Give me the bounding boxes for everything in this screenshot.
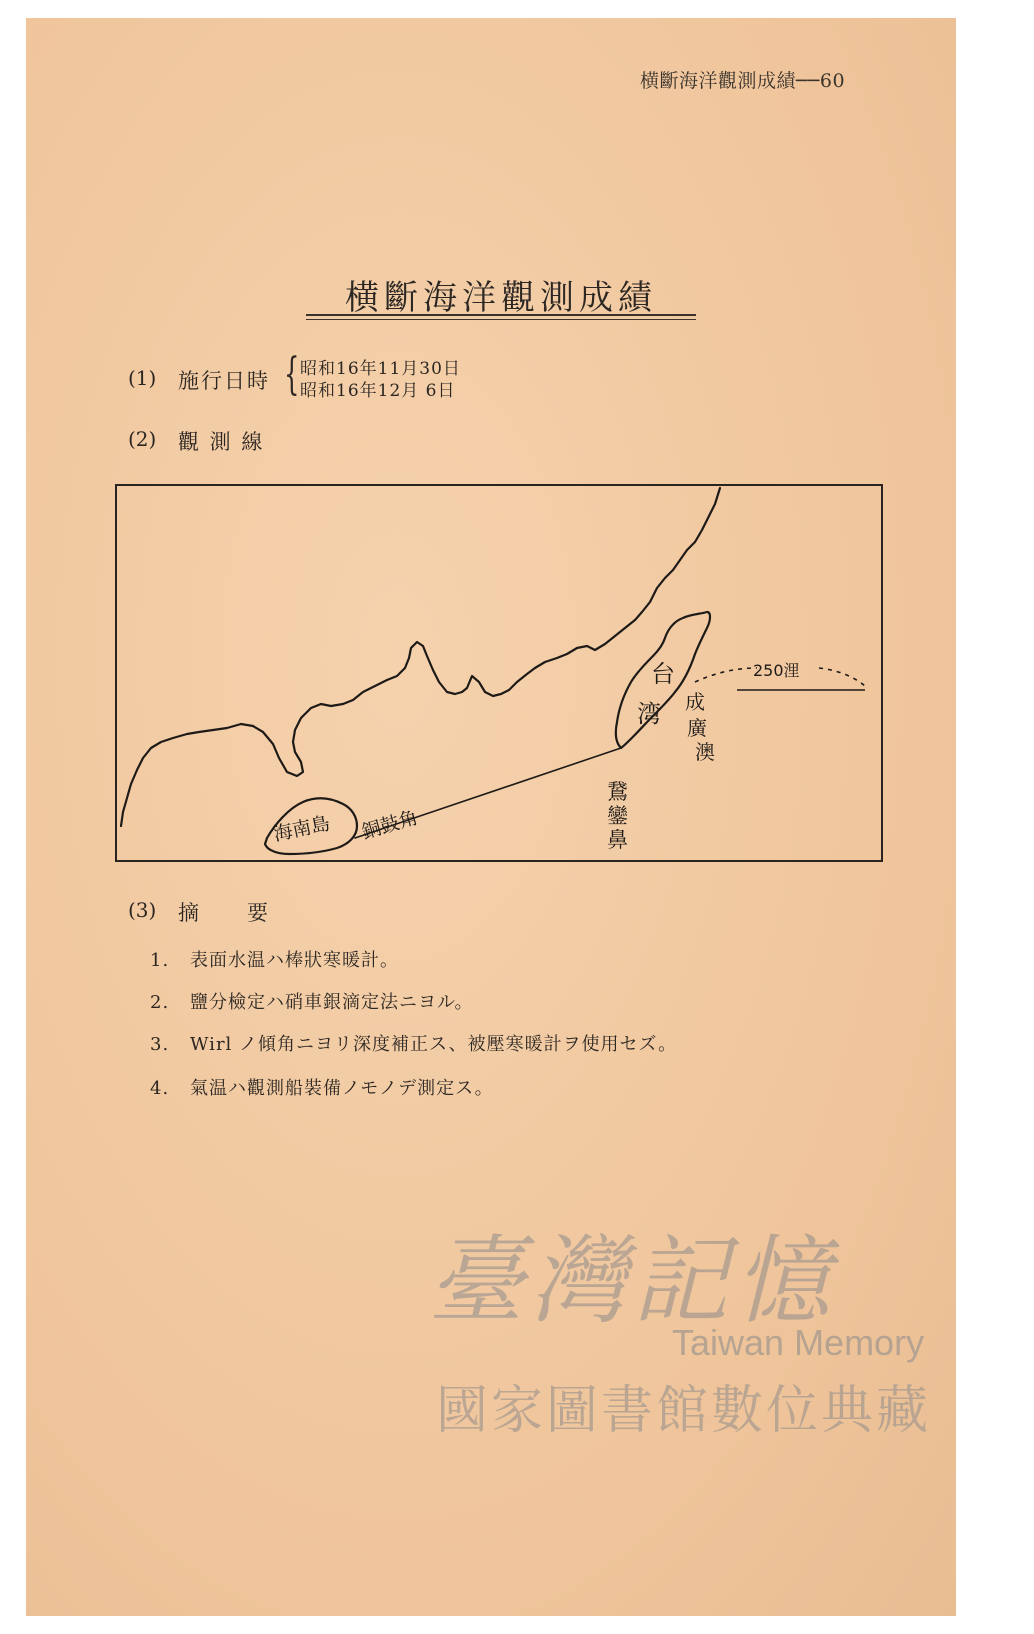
summary-item-text: 氣温ハ觀測船裝備ノモノデ測定ス。 bbox=[190, 1078, 494, 1099]
chengguang-label-1: 成 bbox=[685, 690, 705, 714]
summary-item-text: 鹽分檢定ハ硝車銀滴定法ニヨル。 bbox=[190, 992, 474, 1013]
summary-item-number: 4. bbox=[150, 1078, 170, 1099]
section1-number: (1) bbox=[128, 366, 157, 390]
date-brace: { bbox=[284, 349, 300, 400]
summary-item-number: 1. bbox=[150, 950, 170, 971]
section2-number: (2) bbox=[128, 427, 157, 451]
taiwan-label-2: 湾 bbox=[637, 700, 661, 728]
title-underline bbox=[306, 314, 696, 316]
mainland-coastline bbox=[121, 488, 720, 826]
start-date: 昭和16年11月30日 bbox=[300, 359, 461, 379]
watermark-chinese: 國家圖書館數位典藏 bbox=[436, 1381, 932, 1441]
summary-item-text: Wirl ノ傾角ニヨリ深度補正ス、被壓寒暖計ヲ使用セズ。 bbox=[190, 1034, 678, 1055]
section2-label: 觀 測 線 bbox=[178, 430, 265, 454]
running-header: 横斷海洋觀測成績──60 bbox=[640, 70, 846, 92]
distance-dashed-line-right bbox=[819, 668, 865, 686]
eluanbi-label-1: 鵞 bbox=[607, 780, 628, 804]
section1-label: 施行日時 bbox=[178, 369, 270, 393]
summary-item-text: 表面水温ハ棒狀寒暖計。 bbox=[190, 950, 399, 971]
observation-map bbox=[115, 484, 883, 862]
tonggu-label: 銅鼓角 bbox=[359, 806, 421, 844]
distance-label: 250浬 bbox=[753, 661, 800, 680]
eluanbi-label-3: 鼻 bbox=[607, 828, 628, 852]
summary-item-number: 2. bbox=[150, 992, 170, 1013]
chengguang-label-3: 澳 bbox=[695, 740, 715, 764]
hainan-label: 海南島 bbox=[271, 812, 332, 846]
summary-item-3 bbox=[150, 1030, 677, 1056]
watermark-brush-logo: 臺灣記憶 bbox=[428, 1225, 836, 1337]
eluanbi-label-2: 鑾 bbox=[607, 804, 628, 828]
title-underline-thin bbox=[306, 319, 696, 320]
summary-item-2 bbox=[150, 988, 474, 1014]
page-title: 横斷海洋觀測成績 bbox=[345, 278, 657, 318]
summary-item-number: 3. bbox=[150, 1034, 170, 1055]
section3-label: 摘 要 bbox=[178, 901, 270, 925]
distance-dashed-line bbox=[695, 668, 757, 682]
end-date: 昭和16年12月 6日 bbox=[300, 381, 456, 401]
section3-number: (3) bbox=[128, 898, 157, 922]
summary-item-4 bbox=[150, 1074, 494, 1100]
watermark-english: Taiwan Memory bbox=[672, 1322, 925, 1363]
chengguang-label-2: 廣 bbox=[687, 716, 707, 740]
taiwan-label-1: 台 bbox=[651, 660, 675, 688]
summary-item-1 bbox=[150, 946, 399, 972]
